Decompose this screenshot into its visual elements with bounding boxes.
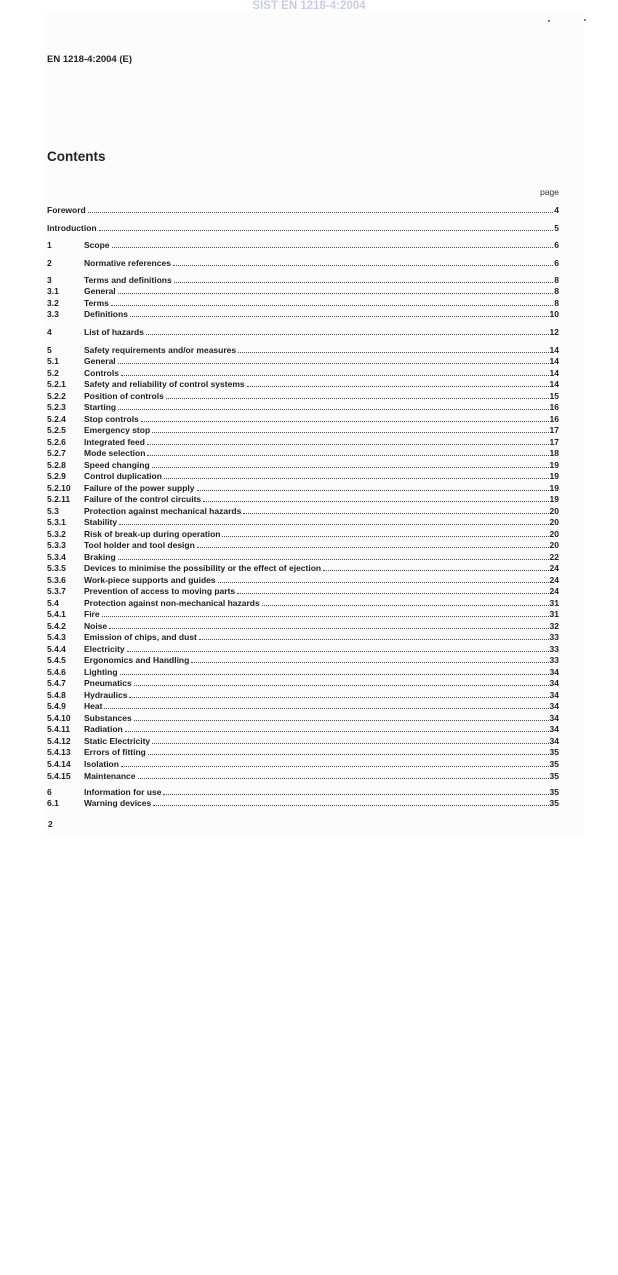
toc-entry-number: 5.4.1 <box>47 609 66 619</box>
toc-entry-number: 5.3.6 <box>47 575 66 585</box>
toc-entry-title: Failure of the power supply <box>84 483 195 493</box>
toc-entry-page: 17 <box>549 437 559 447</box>
toc-entry-page: 35 <box>549 787 559 797</box>
toc-entry-page: 8 <box>554 275 559 285</box>
toc-entry-title: Information for use <box>84 787 162 797</box>
toc-entry-number: 5.1 <box>47 356 59 366</box>
toc-entry-page: 31 <box>549 598 559 608</box>
toc-entry-title: Devices to minimise the possibility or the effect of ejection <box>84 563 322 573</box>
toc-entry-title: Fire <box>84 609 100 619</box>
toc-dot-leader <box>118 408 548 410</box>
toc-entry[interactable] <box>47 770 559 781</box>
toc-entry-page: 20 <box>549 517 559 527</box>
toc-entry-page: 17 <box>549 425 559 435</box>
toc-entry-title: Electricity <box>84 644 125 654</box>
toc-entry-number: 4 <box>47 327 52 337</box>
toc-entry[interactable] <box>47 436 559 447</box>
toc-entry-number: 2 <box>47 258 52 268</box>
page-column-label: page <box>540 187 559 197</box>
toc-entry[interactable] <box>47 723 559 734</box>
toc-entry[interactable] <box>47 746 559 757</box>
toc-dot-leader <box>111 304 553 306</box>
toc-entry[interactable] <box>47 257 559 268</box>
toc-entry-page: 35 <box>549 771 559 781</box>
toc-dot-leader <box>262 604 549 606</box>
toc-entry[interactable] <box>47 585 559 596</box>
watermark: SIST EN 1218-4:2004 <box>252 0 366 12</box>
toc-entry-title: Safety requirements and/or measures <box>84 345 237 355</box>
toc-entry-title: Warning devices <box>84 798 152 808</box>
toc-dot-leader <box>119 523 548 525</box>
toc-entry[interactable] <box>47 401 559 412</box>
toc-entry-page: 34 <box>549 667 559 677</box>
toc-entry-page: 34 <box>549 736 559 746</box>
toc-entry-title: Substances <box>84 713 132 723</box>
toc-entry-number: 5.4.14 <box>47 759 71 769</box>
toc-entry-number: 6.1 <box>47 798 59 808</box>
toc-dot-leader <box>121 765 549 767</box>
toc-dot-leader <box>118 362 549 364</box>
toc-entry-number: 5.3.2 <box>47 529 66 539</box>
toc-entry-page: 12 <box>549 327 559 337</box>
toc-entry-page: 20 <box>549 506 559 516</box>
toc-entry-title: General <box>84 286 116 296</box>
scan-specks <box>548 18 588 24</box>
toc-entry-number: 5.2.6 <box>47 437 66 447</box>
toc-entry-title: Foreword <box>47 205 86 215</box>
toc-entry-page: 14 <box>549 379 559 389</box>
toc-entry[interactable] <box>47 297 559 308</box>
toc-entry[interactable] <box>47 424 559 435</box>
toc-entry-number: 5.3.3 <box>47 540 66 550</box>
toc-entry-title: Risk of break-up during operation <box>84 529 221 539</box>
toc-entry[interactable] <box>47 643 559 654</box>
toc-dot-leader <box>237 592 548 594</box>
toc-dot-leader <box>199 638 549 640</box>
toc-entry[interactable] <box>47 367 559 378</box>
toc-entry-number: 3.3 <box>47 309 59 319</box>
toc-entry-page: 6 <box>554 258 559 268</box>
toc-entry-title: Hydraulics <box>84 690 128 700</box>
toc-entry-title: Heat <box>84 701 103 711</box>
toc-entry[interactable] <box>47 285 559 296</box>
toc-entry-page: 20 <box>549 540 559 550</box>
toc-entry-title: Errors of fitting <box>84 747 146 757</box>
toc-entry[interactable] <box>47 326 559 337</box>
toc-entry[interactable] <box>47 712 559 723</box>
toc-dot-leader <box>141 420 549 422</box>
toc-entry-number: 5.3.5 <box>47 563 66 573</box>
toc-entry-page: 32 <box>549 621 559 631</box>
toc-dot-leader <box>121 374 549 376</box>
toc-entry-number: 5.4.12 <box>47 736 71 746</box>
toc-entry[interactable] <box>47 597 559 608</box>
toc-entry[interactable] <box>47 786 559 797</box>
toc-entry-page: 34 <box>549 701 559 711</box>
toc-entry-number: 5.4.15 <box>47 771 71 781</box>
toc-entry-title: List of hazards <box>84 327 144 337</box>
toc-entry-number: 5.2.5 <box>47 425 66 435</box>
toc-entry-title: Lighting <box>84 667 118 677</box>
footer-page-number: 2 <box>48 819 53 829</box>
toc-dot-leader <box>323 569 548 571</box>
toc-entry-page: 35 <box>549 747 559 757</box>
toc-entry-number: 5.3 <box>47 506 59 516</box>
toc-dot-leader <box>134 719 549 721</box>
toc-entry-title: Radiation <box>84 724 123 734</box>
toc-entry-title: Protection against mechanical hazards <box>84 506 242 516</box>
toc-dot-leader <box>148 753 549 755</box>
toc-entry-number: 3.2 <box>47 298 59 308</box>
toc-entry-number: 5.2.11 <box>47 494 71 504</box>
toc-entry-title: Work-piece supports and guides <box>84 575 216 585</box>
toc-entry-page: 20 <box>549 529 559 539</box>
toc-entry[interactable] <box>47 378 559 389</box>
toc-dot-leader <box>138 777 549 779</box>
toc-entry-page: 16 <box>549 402 559 412</box>
toc-entry-number: 5.4.8 <box>47 690 66 700</box>
toc-entry-page: 8 <box>554 286 559 296</box>
toc-entry-title: Position of controls <box>84 391 164 401</box>
toc-entry-title: Mode selection <box>84 448 146 458</box>
toc-entry[interactable] <box>47 528 559 539</box>
toc-entry-page: 31 <box>549 609 559 619</box>
toc-entry[interactable] <box>47 700 559 711</box>
toc-entry[interactable] <box>47 390 559 401</box>
toc-entry-number: 3.1 <box>47 286 59 296</box>
toc-entry[interactable] <box>47 413 559 424</box>
toc-dot-leader <box>99 229 554 231</box>
toc-entry[interactable] <box>47 344 559 355</box>
toc-entry-number: 5.2.8 <box>47 460 66 470</box>
toc-dot-leader <box>203 500 548 502</box>
toc-entry[interactable] <box>47 562 559 573</box>
toc-dot-leader <box>147 443 549 445</box>
toc-entry-page: 22 <box>549 552 559 562</box>
toc-entry[interactable] <box>47 551 559 562</box>
toc-entry-title: Terms and definitions <box>84 275 172 285</box>
toc-entry-title: Scope <box>84 240 110 250</box>
toc-dot-leader <box>197 546 549 548</box>
toc-entry-page: 34 <box>549 690 559 700</box>
toc-entry-page: 10 <box>549 309 559 319</box>
toc-entry[interactable] <box>47 459 559 470</box>
toc-dot-leader <box>164 477 549 479</box>
toc-entry-title: Normative references <box>84 258 171 268</box>
toc-entry-title: Introduction <box>47 223 97 233</box>
toc-entry[interactable] <box>47 608 559 619</box>
toc-entry[interactable] <box>47 574 559 585</box>
toc-entry-page: 34 <box>549 678 559 688</box>
toc-dot-leader <box>127 650 549 652</box>
toc-dot-leader <box>152 466 549 468</box>
toc-dot-leader <box>247 385 549 387</box>
toc-entry-page: 24 <box>549 586 559 596</box>
toc-entry-number: 5.4.6 <box>47 667 66 677</box>
toc-entry[interactable] <box>47 482 559 493</box>
toc-entry-page: 24 <box>549 575 559 585</box>
toc-entry[interactable] <box>47 274 559 285</box>
toc-entry-page: 19 <box>549 483 559 493</box>
contents-title: Contents <box>47 149 106 164</box>
toc-entry-number: 3 <box>47 275 52 285</box>
toc-entry-page: 8 <box>554 298 559 308</box>
toc-entry-number: 5.4.4 <box>47 644 66 654</box>
toc-entry-number: 5.3.7 <box>47 586 66 596</box>
toc-entry-title: Control duplication <box>84 471 162 481</box>
toc-entry[interactable] <box>47 447 559 458</box>
toc-entry[interactable] <box>47 620 559 631</box>
toc-entry-title: Maintenance <box>84 771 136 781</box>
toc-entry-title: Starting <box>84 402 117 412</box>
toc-entry-title: Stability <box>84 517 118 527</box>
toc-entry[interactable] <box>47 758 559 769</box>
toc-entry-page: 19 <box>549 460 559 470</box>
document-header: EN 1218-4:2004 (E) <box>47 54 133 65</box>
toc-entry[interactable] <box>47 222 559 233</box>
toc-entry-title: Protection against non-mechanical hazards <box>84 598 260 608</box>
toc-dot-leader <box>163 793 548 795</box>
toc-entry-title: Failure of the control circuits <box>84 494 202 504</box>
toc-entry-title: Emission of chips, and dust <box>84 632 197 642</box>
toc-dot-leader <box>152 431 548 433</box>
toc-entry[interactable] <box>47 470 559 481</box>
toc-entry[interactable] <box>47 516 559 527</box>
toc-entry-title: Terms <box>84 298 109 308</box>
toc-entry[interactable] <box>47 308 559 319</box>
toc-entry[interactable] <box>47 239 559 250</box>
toc-entry[interactable] <box>47 505 559 516</box>
toc-entry-page: 33 <box>549 644 559 654</box>
toc-entry[interactable] <box>47 539 559 550</box>
toc-entry-title: Tool holder and tool design <box>84 540 195 550</box>
toc-entry[interactable] <box>47 631 559 642</box>
toc-dot-leader <box>109 627 548 629</box>
toc-entry[interactable] <box>47 735 559 746</box>
scan-speck <box>584 19 586 21</box>
toc-entry-page: 4 <box>554 205 559 215</box>
toc-entry-page: 18 <box>549 448 559 458</box>
toc-entry-number: 5.4.5 <box>47 655 66 665</box>
toc-entry-number: 5.2.3 <box>47 402 66 412</box>
toc-entry-number: 5.2.9 <box>47 471 66 481</box>
toc-dot-leader <box>173 264 553 266</box>
toc-dot-leader <box>153 804 548 806</box>
toc-entry-number: 1 <box>47 240 52 250</box>
toc-entry-page: 16 <box>549 414 559 424</box>
toc-entry-number: 5.2.4 <box>47 414 66 424</box>
scan-speck <box>548 20 550 22</box>
toc-entry-number: 5.2.1 <box>47 379 66 389</box>
toc-dot-leader <box>218 581 549 583</box>
toc-dot-leader <box>152 742 548 744</box>
toc-dot-leader <box>197 489 549 491</box>
toc-entry-number: 5.4.11 <box>47 724 71 734</box>
toc-dot-leader <box>120 673 549 675</box>
toc-entry[interactable] <box>47 654 559 665</box>
toc-entry-title: Speed changing <box>84 460 150 470</box>
toc-entry-page: 15 <box>549 391 559 401</box>
toc-dot-leader <box>134 684 549 686</box>
toc-entry-page: 33 <box>549 655 559 665</box>
toc-entry-number: 5.3.4 <box>47 552 66 562</box>
toc-entry-title: Definitions <box>84 309 128 319</box>
toc-entry-title: Prevention of access to moving parts <box>84 586 236 596</box>
toc-dot-leader <box>191 661 548 663</box>
toc-entry-number: 5.2.7 <box>47 448 66 458</box>
toc-entry-title: Pneumatics <box>84 678 132 688</box>
toc-dot-leader <box>118 558 549 560</box>
toc-entry-number: 5.3.1 <box>47 517 66 527</box>
toc-entry-page: 14 <box>549 356 559 366</box>
toc-entry-page: 14 <box>549 368 559 378</box>
toc-dot-leader <box>88 211 554 213</box>
toc-dot-leader <box>104 707 548 709</box>
toc-entry-page: 6 <box>554 240 559 250</box>
toc-entry-number: 6 <box>47 787 52 797</box>
toc-entry-title: Noise <box>84 621 108 631</box>
toc-entry-page: 5 <box>554 223 559 233</box>
toc-entry[interactable] <box>47 204 559 215</box>
toc-dot-leader <box>130 315 549 317</box>
toc-entry-title: Braking <box>84 552 116 562</box>
toc-dot-leader <box>129 696 548 698</box>
toc-dot-leader <box>222 535 548 537</box>
toc-dot-leader <box>125 730 549 732</box>
toc-entry[interactable] <box>47 677 559 688</box>
toc-dot-leader <box>174 281 554 283</box>
toc-entry-page: 19 <box>549 471 559 481</box>
toc-dot-leader <box>112 246 554 248</box>
toc-entry-number: 5.4.3 <box>47 632 66 642</box>
toc-entry-title: Ergonomics and Handling <box>84 655 190 665</box>
toc-entry-page: 35 <box>549 798 559 808</box>
toc-entry-number: 5.4.2 <box>47 621 66 631</box>
toc-entry-page: 19 <box>549 494 559 504</box>
toc-entry-page: 35 <box>549 759 559 769</box>
toc-entry-number: 5.4.13 <box>47 747 71 757</box>
toc-entry-title: Integrated feed <box>84 437 145 447</box>
toc-entry[interactable] <box>47 355 559 366</box>
toc-entry-title: Emergency stop <box>84 425 151 435</box>
toc-entry[interactable] <box>47 493 559 504</box>
toc-entry-page: 33 <box>549 632 559 642</box>
toc-dot-leader <box>118 292 554 294</box>
toc-dot-leader <box>238 351 548 353</box>
toc-entry-title: Isolation <box>84 759 119 769</box>
toc-entry[interactable] <box>47 797 559 808</box>
toc-entry-page: 14 <box>549 345 559 355</box>
toc-entry[interactable] <box>47 666 559 677</box>
toc-entry-title: Controls <box>84 368 119 378</box>
toc-entry-number: 5 <box>47 345 52 355</box>
toc-entry-number: 5.4.7 <box>47 678 66 688</box>
toc-entry-number: 5.2.10 <box>47 483 71 493</box>
toc-entry-title: General <box>84 356 116 366</box>
toc-entry-page: 34 <box>549 713 559 723</box>
toc-entry-number: 5.2 <box>47 368 59 378</box>
toc-dot-leader <box>243 512 548 514</box>
toc-entry-title: Safety and reliability of control systems <box>84 379 245 389</box>
toc-entry-number: 5.4.9 <box>47 701 66 711</box>
toc-entry-number: 5.4 <box>47 598 59 608</box>
toc-entry-number: 5.2.2 <box>47 391 66 401</box>
toc-entry-number: 5.4.10 <box>47 713 71 723</box>
toc-entry-title: Stop controls <box>84 414 139 424</box>
toc-dot-leader <box>147 454 548 456</box>
toc-entry-title: Static Electricity <box>84 736 151 746</box>
toc-entry-page: 24 <box>549 563 559 573</box>
toc-dot-leader <box>102 615 549 617</box>
toc-entry-page: 34 <box>549 724 559 734</box>
toc-entry[interactable] <box>47 689 559 700</box>
toc-dot-leader <box>146 333 549 335</box>
toc-dot-leader <box>166 397 549 399</box>
